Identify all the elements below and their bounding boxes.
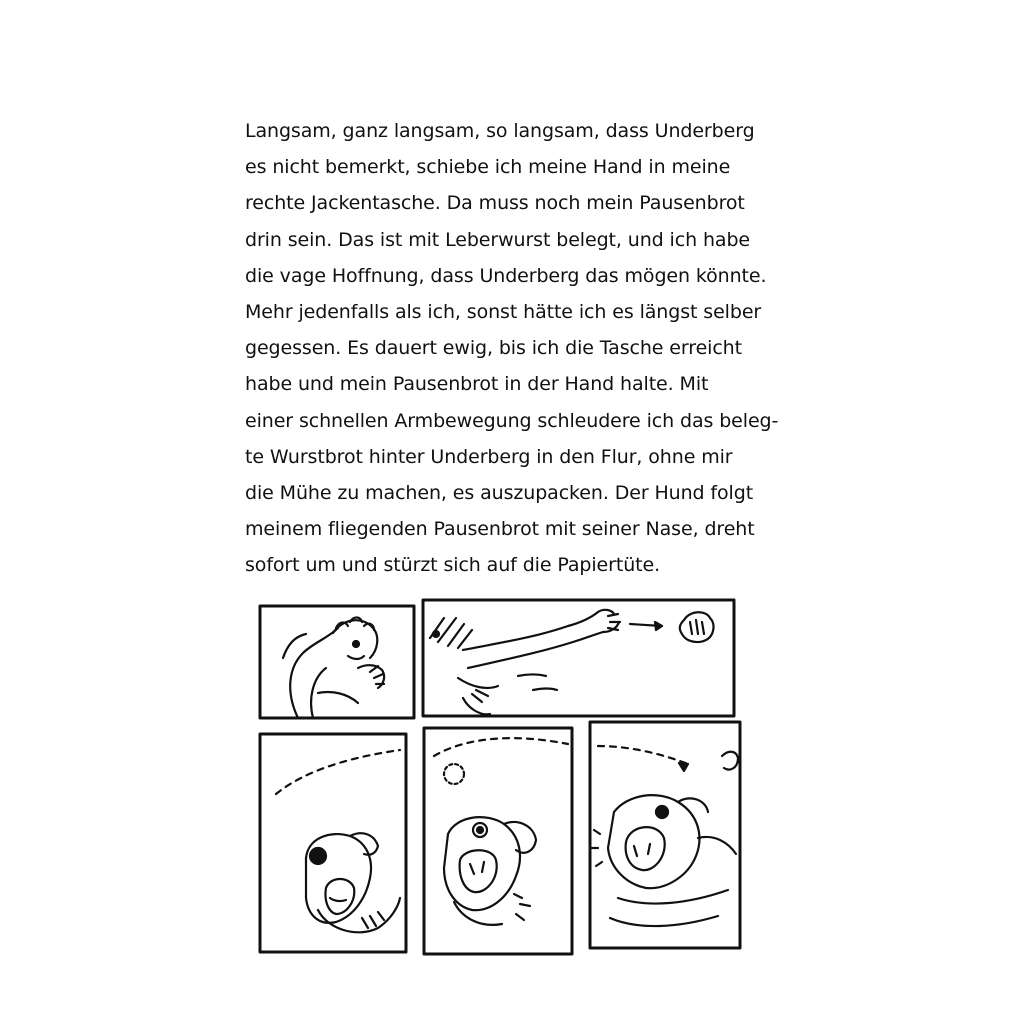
text-line: die Mühe zu machen, es auszupacken. Der Hund folgt [245, 481, 754, 504]
comic-strip [258, 598, 744, 958]
comic-panel-dog-lunging [590, 722, 740, 948]
text-line: te Wurstbrot hinter Underberg in den Flur, ohne mir [245, 445, 733, 468]
story-paragraph [245, 113, 779, 583]
text-line: es nicht bemerkt, schiebe ich meine Hand in meine [245, 156, 731, 179]
comic-panel-dog-watching [260, 734, 406, 952]
text-line: einer schnellen Armbewegung schleudere ich das beleg- [245, 409, 779, 432]
text-line: rechte Jackentasche. Da muss noch mein Pausenbrot [245, 192, 745, 215]
comic-panel-arm-throwing [423, 600, 734, 716]
text-line: drin sein. Das ist mit Leberwurst belegt, und ich habe [245, 228, 750, 251]
comic-panel-dog-turning [424, 728, 572, 954]
comic-panel-boy-reaching [260, 606, 414, 718]
text-line: meinem fliegenden Pausenbrot mit seiner Nase, dreht [245, 518, 755, 541]
text-line: gegessen. Es dauert ewig, bis ich die Tasche erreicht [245, 337, 742, 360]
text-line: die vage Hoffnung, dass Underberg das mögen könnte. [245, 264, 767, 287]
text-line: sofort um und stürzt sich auf die Papiertüte. [245, 554, 661, 577]
text-line: Langsam, ganz langsam, so langsam, dass Underberg [245, 120, 755, 142]
text-line: habe und mein Pausenbrot in der Hand halte. Mit [245, 373, 709, 396]
text-line: Mehr jedenfalls als ich, sonst hätte ich es längst selber [245, 300, 762, 323]
